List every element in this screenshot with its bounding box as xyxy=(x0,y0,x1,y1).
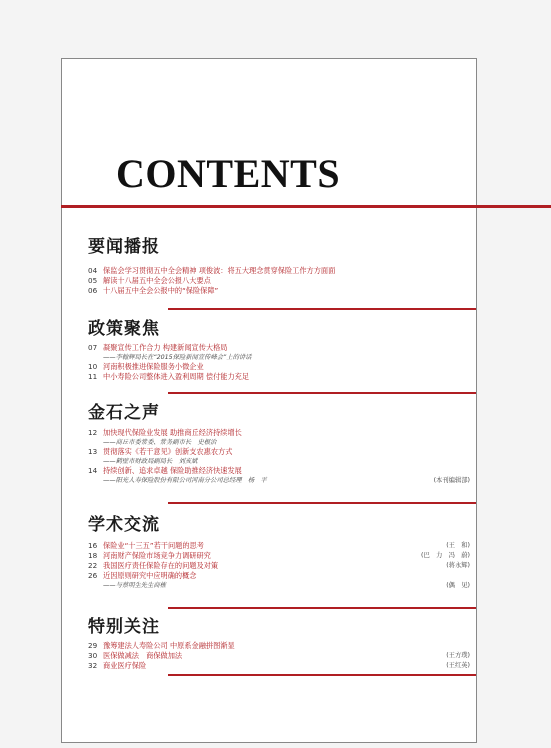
section-zhengce xyxy=(88,318,476,382)
toc-author: (蒋永辉) xyxy=(446,562,470,569)
toc-entry[interactable]: 29 豫筹建法人寿险公司 中原系金融拼图渐显 xyxy=(88,641,235,650)
toc-entry-subtitle: ——阳光人寿保险股份有限公司河南分公司总经理 杨 平 (本刊编辑部) xyxy=(103,477,470,484)
toc-entry[interactable]: 30 医保做减法 商保做加法 (王方璞) xyxy=(88,651,470,660)
toc-author: (本刊编辑部) xyxy=(433,477,470,484)
section-rule xyxy=(168,392,476,394)
toc-author: (王红英) xyxy=(446,662,470,669)
toc-entry[interactable]: 04 保监会学习贯彻五中全会精神 项俊波：将五大理念贯穿保险工作方方面面 xyxy=(88,266,336,275)
section-heading: 特别关注 xyxy=(88,617,160,637)
section-rule xyxy=(168,502,476,504)
toc-entry[interactable]: 10 河南积极推进保险服务小微企业 xyxy=(88,362,204,371)
toc-entry-subtitle: ——李翰辉局长在“2015保险新闻宣传峰会”上的讲话 xyxy=(103,354,252,361)
section-rule xyxy=(168,674,476,676)
section-heading: 政策聚焦 xyxy=(88,319,160,339)
toc-entry-subtitle: ——与蔡明生先生商榷 (偶 见) xyxy=(103,582,470,589)
section-heading: 学术交流 xyxy=(88,515,160,535)
section-yaowen xyxy=(88,236,476,296)
toc-author: (偶 见) xyxy=(446,582,470,589)
section-xueshu xyxy=(88,514,476,590)
toc-entry[interactable]: 06 十八届五中全会公报中的“保险保障” xyxy=(88,286,219,295)
toc-entry[interactable]: 22 我国医疗责任保险存在的问题及对策 (蒋永辉) xyxy=(88,561,470,570)
toc-entry[interactable]: 05 解读十八届五中全会公报八大要点 xyxy=(88,276,211,285)
toc-entry[interactable]: 12 加快现代保险业发展 助推商丘经济持续增长 xyxy=(88,428,242,437)
toc-entry[interactable]: 32 商业医疗保险 (王红英) xyxy=(88,661,470,670)
toc-entry[interactable]: 16 保险业“十三五”若干问题的思考 (王 和) xyxy=(88,541,470,550)
toc-entry-subtitle: ——鹤壁市财政局副局长 刘亥斌 xyxy=(103,458,198,465)
section-heading: 金石之声 xyxy=(88,403,160,423)
toc-entry-subtitle: ——商丘市委常委、常务副市长 史根治 xyxy=(103,439,217,446)
toc-author: (王方璞) xyxy=(446,652,470,659)
section-heading: 要闻播报 xyxy=(88,237,160,257)
toc-entry[interactable]: 18 河南财产保险市场竞争力调研研究 (巴 力 冯 蔚) xyxy=(88,551,470,560)
section-tebie xyxy=(88,616,476,671)
toc-entry[interactable]: 13 贯彻落实《若干意见》创新支农惠农方式 xyxy=(88,447,233,456)
section-rule xyxy=(168,308,476,310)
toc-entry[interactable]: 11 中小寿险公司整体进入盈利周期 偿付能力充足 xyxy=(88,372,250,381)
toc-entry[interactable]: 14 持续创新、追求卓越 保险助推经济快速发展 xyxy=(88,466,242,475)
toc-author: (王 和) xyxy=(446,542,470,549)
contents-title: CONTENTS xyxy=(116,151,341,196)
toc-author: (巴 力 冯 蔚) xyxy=(421,552,470,559)
toc-entry[interactable]: 07 凝聚宣传工作合力 构建新闻宣传大格局 xyxy=(88,343,228,352)
toc-entry[interactable]: 26 近因原则研究中应明确的概念 xyxy=(88,571,197,580)
title-rule xyxy=(61,205,551,208)
section-jinshi xyxy=(88,402,476,485)
section-rule xyxy=(168,607,476,609)
